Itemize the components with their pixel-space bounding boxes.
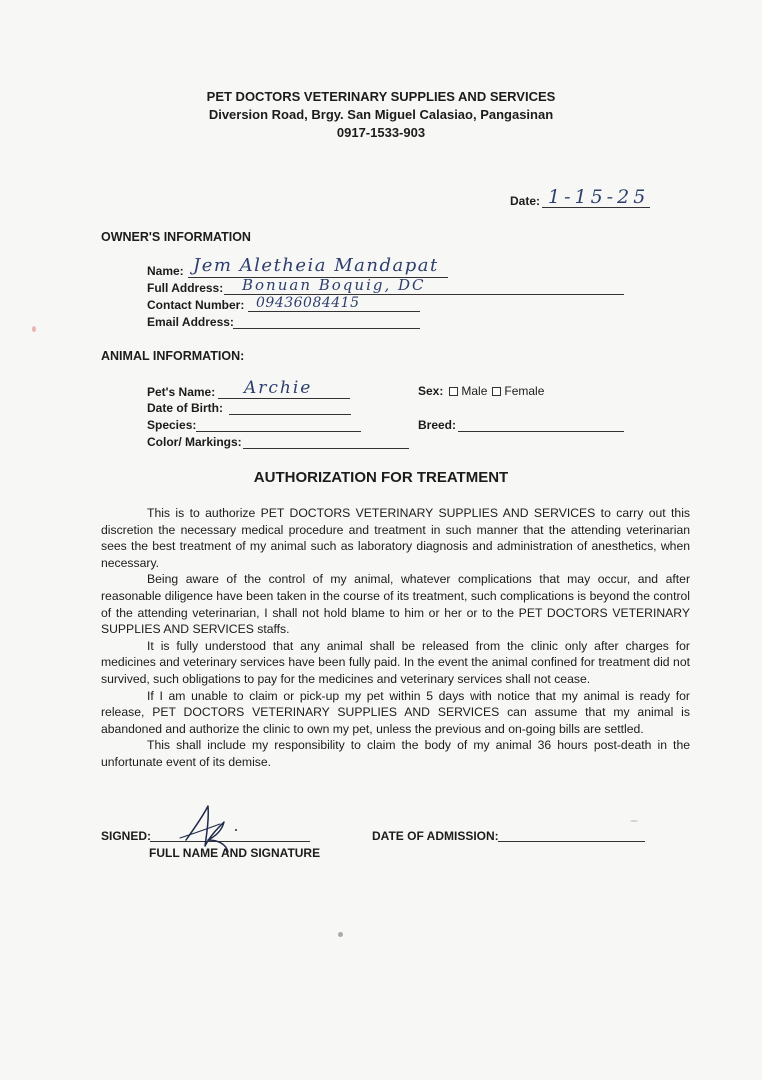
female-option-label: Female bbox=[504, 384, 545, 398]
signature-caption: FULL NAME AND SIGNATURE bbox=[149, 846, 321, 860]
authorization-paragraph: This shall include my responsibility to claim the body of my animal 36 hours post-death in the unfortunate event of its demise. bbox=[101, 738, 690, 769]
owner-name-value: Jem Aletheia Mandapat bbox=[193, 255, 439, 276]
authorization-paragraph: This is to authorize PET DOCTORS VETERINARY SUPPLIES AND SERVICES to carry out this discretion the necessary medical procedure and treatment in such manner that the attending veterinarian sees the best treatment of my animal such as laboratory diagnosis and administration of anesthetics, when necessary. bbox=[101, 506, 690, 570]
date-label: Date: bbox=[510, 194, 541, 208]
authorization-title: AUTHORIZATION FOR TREATMENT bbox=[253, 469, 509, 486]
authorization-paragraph: If I am unable to claim or pick-up my pet within 5 days with notice that my animal is ready for release, PET DOCTORS VETERINARY SUPPLIES AND SERVICES can assume that my animal is abandoned and authorize the clinic to own my pet, unless the previous and on-going bills are settled. bbox=[101, 688, 690, 736]
species-line bbox=[196, 431, 361, 432]
male-checkbox[interactable] bbox=[449, 387, 458, 396]
owner-email-label: Email Address: bbox=[147, 315, 234, 329]
date-of-admission-label: DATE OF ADMISSION: bbox=[372, 829, 499, 843]
scan-speck bbox=[338, 932, 343, 937]
breed-label: Breed: bbox=[418, 418, 457, 432]
owner-contact-line bbox=[248, 311, 420, 312]
pet-name-line bbox=[218, 398, 350, 399]
dob-label: Date of Birth: bbox=[147, 401, 223, 415]
male-option-label: Male bbox=[461, 384, 488, 398]
authorization-paragraph: Being aware of the control of my animal, whatever complications that may occur, and after reasonable diligence have been taken in the course of its treatment, such complications is beyond the control of the attending veterinarian, I shall not hold blame to him or her or to the PET DOCTORS VETERINARY SUPPLIES AND SERVICES staffs. bbox=[101, 572, 690, 637]
breed-line bbox=[458, 431, 624, 432]
business-name: PET DOCTORS VETERINARY SUPPLIES AND SERVICES bbox=[206, 89, 556, 104]
date-of-admission-line bbox=[498, 841, 645, 842]
color-line bbox=[243, 448, 409, 449]
pet-name-label: Pet's Name: bbox=[147, 385, 216, 399]
owner-address-value: Bonuan Boquig, DC bbox=[242, 276, 426, 294]
owner-section-title: OWNER'S INFORMATION bbox=[101, 230, 251, 244]
owner-name-label: Name: bbox=[147, 264, 184, 278]
scan-speck bbox=[630, 820, 638, 822]
sex-label: Sex: bbox=[418, 384, 444, 398]
owner-contact-label: Contact Number: bbox=[147, 298, 245, 312]
authorization-paragraph: It is fully understood that any animal shall be released from the clinic only after charges for medicines and veterinary services have been fully paid. In the event the animal confined for treatment did not survived, such obligations to pay for the medicines and veterinary services shall not cease. bbox=[101, 638, 690, 686]
business-phone: 0917-1533-903 bbox=[336, 125, 426, 140]
animal-section-title: ANIMAL INFORMATION: bbox=[101, 349, 245, 363]
owner-email-line bbox=[233, 328, 420, 329]
species-label: Species: bbox=[147, 418, 197, 432]
signed-label: SIGNED: bbox=[101, 829, 152, 843]
business-address: Diversion Road, Brgy. San Miguel Calasiao, Pangasinan bbox=[208, 107, 554, 122]
authorization-body bbox=[101, 505, 690, 771]
scan-speck bbox=[32, 326, 36, 332]
color-label: Color/ Markings: bbox=[147, 435, 242, 449]
owner-contact-value: 09436084415 bbox=[256, 295, 360, 311]
sex-field bbox=[418, 384, 544, 398]
female-checkbox[interactable] bbox=[492, 387, 501, 396]
pet-name-value: Archie bbox=[244, 378, 313, 398]
dob-line bbox=[229, 414, 351, 415]
date-value: 1-15-25 bbox=[548, 186, 650, 208]
owner-address-label: Full Address: bbox=[147, 281, 224, 295]
